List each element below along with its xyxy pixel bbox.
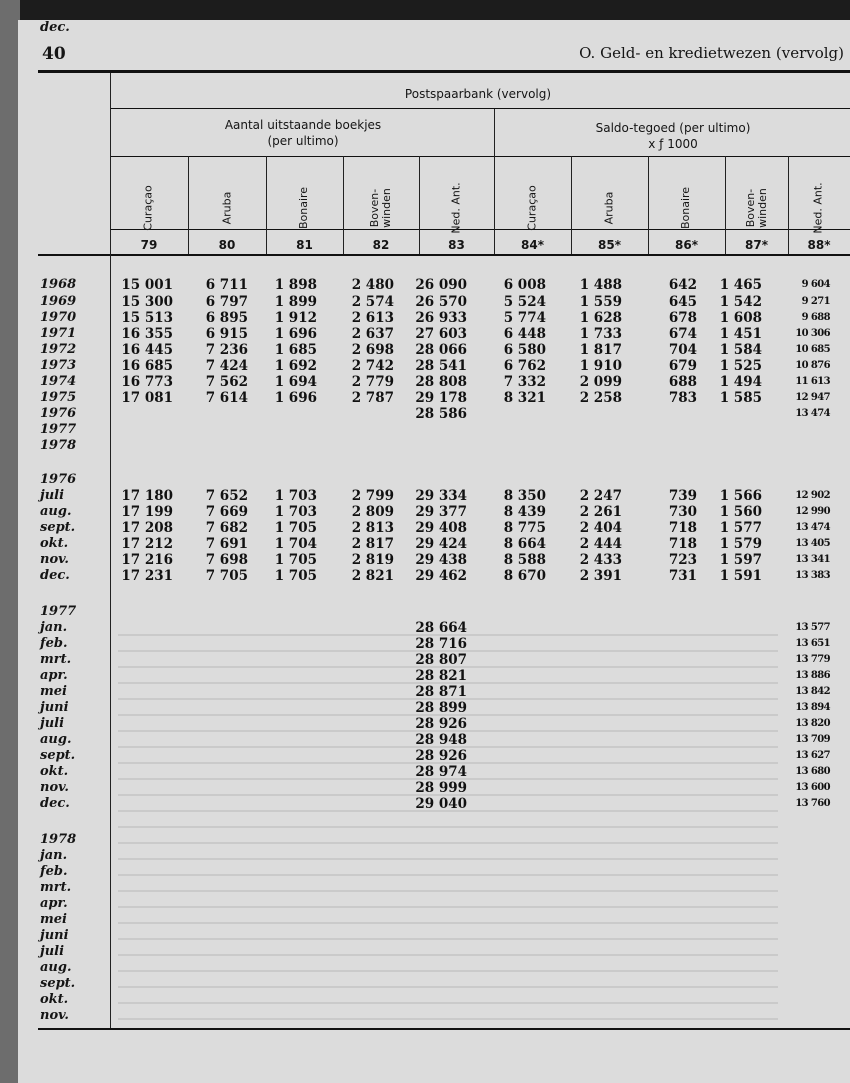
table-cell: 16 773 <box>121 374 173 390</box>
table-cell: 718 <box>668 536 697 552</box>
table-cell: 29 408 <box>415 520 467 536</box>
table-cell: 7 682 <box>205 520 248 536</box>
table-cell: 688 <box>668 374 697 390</box>
column-divider <box>494 156 495 254</box>
table-cell: 28 821 <box>415 668 467 684</box>
table-cell: 1 685 <box>274 342 317 358</box>
table-cell: 2 742 <box>351 358 394 374</box>
table-cell: 1 559 <box>579 294 622 310</box>
table-cell: 1 703 <box>274 488 317 504</box>
column-divider <box>266 156 267 254</box>
table-cell: 1 579 <box>719 536 762 552</box>
column-number: 85* <box>598 238 621 252</box>
rule-under-column-numbers <box>38 254 850 256</box>
row-label: okt. <box>40 536 69 551</box>
table-cell: 13 577 <box>795 622 830 633</box>
column-header-label: Curaçao <box>142 185 155 231</box>
table-cell: 29 462 <box>415 568 467 584</box>
table-cell: 29 178 <box>415 390 467 406</box>
table-cell: 1 628 <box>579 310 622 326</box>
row-label: 1971 <box>40 326 77 341</box>
table-cell: 2 698 <box>351 342 394 358</box>
table-cell: 12 990 <box>795 506 830 517</box>
column-header-1 <box>110 170 188 246</box>
table-cell: 7 562 <box>205 374 248 390</box>
column-header-6 <box>494 170 571 246</box>
table-cell: 1 525 <box>719 358 762 374</box>
column-divider <box>188 156 189 254</box>
table-cell: 11 613 <box>795 376 830 387</box>
table-cell: 13 627 <box>795 750 830 761</box>
table-cell: 1 910 <box>579 358 622 374</box>
column-header-label: Boven- winden <box>368 188 393 228</box>
row-label: nov. <box>40 1008 69 1023</box>
table-cell: 1 703 <box>274 504 317 520</box>
table-cell: 29 334 <box>415 488 467 504</box>
table-cell: 5 774 <box>503 310 546 326</box>
group-title-boekjes: Aantal uitstaande boekjes (per ultimo) <box>224 118 382 148</box>
group-title-saldo: Saldo-tegoed (per ultimo) x ƒ 1000 <box>595 121 751 151</box>
row-label: mei <box>40 912 67 927</box>
table-cell: 16 355 <box>121 326 173 342</box>
column-header-label: Aruba <box>602 191 616 225</box>
row-label: 1974 <box>40 374 77 389</box>
column-header-label: Bonaire <box>679 186 693 230</box>
row-label: aug. <box>40 504 72 519</box>
table-cell: 8 670 <box>503 568 546 584</box>
row-label: 1976 <box>40 406 77 421</box>
table-cell: 16 685 <box>121 358 173 374</box>
column-number: 81 <box>296 238 313 252</box>
table-cell: 679 <box>668 358 697 374</box>
row-label: 1968 <box>40 277 77 292</box>
table-cell: 28 541 <box>415 358 467 374</box>
table-cell: 13 709 <box>795 734 830 745</box>
column-header-label: Boven- winden <box>743 188 769 228</box>
row-label: 1977 <box>40 422 77 437</box>
table-cell: 28 974 <box>415 764 467 780</box>
table-cell: 13 341 <box>795 554 830 565</box>
table-cell: 13 842 <box>795 686 830 697</box>
table-cell: 15 513 <box>121 310 173 326</box>
table-cell: 723 <box>668 552 697 568</box>
table-cell: 2 613 <box>351 310 394 326</box>
table-cell: 13 680 <box>795 766 830 777</box>
table-cell: 2 247 <box>579 488 622 504</box>
table-cell: 17 180 <box>121 488 173 504</box>
table-cell: 1 733 <box>579 326 622 342</box>
column-number: 83 <box>448 238 465 252</box>
table-cell: 2 433 <box>579 552 622 568</box>
row-label: feb. <box>40 864 68 879</box>
column-number: 86* <box>675 238 698 252</box>
column-number: 79 <box>140 238 158 252</box>
table-cell: 1 696 <box>274 326 317 342</box>
column-divider <box>571 156 572 254</box>
table-cell: 9 688 <box>801 312 830 323</box>
table-cell: 739 <box>668 488 697 504</box>
table-cell: 1 584 <box>719 342 762 358</box>
column-header-label: Aruba <box>220 191 233 225</box>
table-cell: 1 912 <box>274 310 317 326</box>
column-divider <box>419 156 420 254</box>
row-label: juni <box>40 700 69 715</box>
table-cell: 15 001 <box>121 277 173 293</box>
column-header-label: Curaçao <box>525 185 539 231</box>
table-cell: 6 711 <box>205 277 248 293</box>
table-cell: 10 876 <box>795 360 830 371</box>
column-header-2 <box>188 170 266 246</box>
table-cell: 13 820 <box>795 718 830 729</box>
column-number: 82 <box>372 238 390 252</box>
table-cell: 13 600 <box>795 782 830 793</box>
table-cell: 2 637 <box>351 326 394 342</box>
column-header-label: Ned. Ant. <box>449 182 463 234</box>
table-cell: 2 799 <box>351 488 394 504</box>
table-cell: 28 716 <box>415 636 467 652</box>
table-cell: 1 705 <box>274 520 317 536</box>
row-label: jan. <box>40 848 68 863</box>
row-label: aug. <box>40 732 72 747</box>
table-cell: 13 886 <box>795 670 830 681</box>
table-cell: 12 902 <box>795 490 830 501</box>
table-cell: 28 586 <box>415 406 467 422</box>
table-cell: 6 915 <box>205 326 248 342</box>
table-cell: 730 <box>668 504 697 520</box>
scan-top-edge <box>0 0 850 22</box>
table-cell: 29 377 <box>415 504 467 520</box>
table-cell: 2 819 <box>351 552 394 568</box>
row-label: okt. <box>40 764 69 779</box>
table-cell: 13 474 <box>795 522 830 533</box>
column-divider <box>725 156 726 254</box>
row-label: juli <box>40 716 65 731</box>
table-cell: 7 652 <box>205 488 248 504</box>
table-cell: 28 871 <box>415 684 467 700</box>
table-cell: 1 696 <box>274 390 317 406</box>
table-cell: 17 199 <box>121 504 173 520</box>
table-cell: 1 451 <box>719 326 762 342</box>
column-number: 80 <box>218 238 236 252</box>
table-cell: 26 570 <box>415 294 467 310</box>
table-cell: 10 306 <box>795 328 830 339</box>
row-label: juli <box>40 944 65 959</box>
column-divider <box>343 156 344 254</box>
table-cell: 8 588 <box>503 552 546 568</box>
column-header-7 <box>571 170 648 246</box>
column-divider <box>648 156 649 254</box>
row-label: sept. <box>40 976 76 991</box>
main-title: Postspaarbank (vervolg) <box>404 87 552 101</box>
table-cell: 678 <box>668 310 697 326</box>
column-header-5 <box>419 170 494 246</box>
table-cell: 1 560 <box>719 504 762 520</box>
table-cell: 7 424 <box>205 358 248 374</box>
table-cell: 27 603 <box>415 326 467 342</box>
row-label: apr. <box>40 896 68 911</box>
table-cell: 2 444 <box>579 536 622 552</box>
table-cell: 2 813 <box>351 520 394 536</box>
row-label: 1976 <box>40 472 77 487</box>
column-header-9 <box>725 170 788 246</box>
table-cell: 26 933 <box>415 310 467 326</box>
table-cell: 2 817 <box>351 536 394 552</box>
table-cell: 16 445 <box>121 342 173 358</box>
table-cell: 1 898 <box>274 277 317 293</box>
table-cell: 1 585 <box>719 390 762 406</box>
table-cell: 6 580 <box>503 342 546 358</box>
row-label: dec. <box>40 568 70 583</box>
table-cell: 2 404 <box>579 520 622 536</box>
table-cell: 28 999 <box>415 780 467 796</box>
running-title: O. Geld- en kredietwezen (vervolg) <box>579 44 844 62</box>
table-cell: 2 258 <box>579 390 622 406</box>
column-divider <box>788 156 789 254</box>
table-cell: 28 808 <box>415 374 467 390</box>
table-cell: 2 821 <box>351 568 394 584</box>
table-cell: 7 332 <box>503 374 546 390</box>
table-cell: 7 669 <box>205 504 248 520</box>
table-cell: 28 948 <box>415 732 467 748</box>
row-label: 1978 <box>40 438 77 453</box>
table-cell: 7 691 <box>205 536 248 552</box>
table-cell: 2 809 <box>351 504 394 520</box>
table-cell: 28 066 <box>415 342 467 358</box>
row-label: sept. <box>40 520 76 535</box>
row-label: 1973 <box>40 358 77 373</box>
table-cell: 1 704 <box>274 536 317 552</box>
table-cell: 642 <box>668 277 697 293</box>
row-label: apr. <box>40 668 68 683</box>
row-label: sept. <box>40 748 76 763</box>
table-cell: 28 807 <box>415 652 467 668</box>
row-label: jan. <box>40 620 68 635</box>
table-cell: 8 439 <box>503 504 546 520</box>
row-label: 1977 <box>40 604 77 619</box>
column-header-label: Bonaire <box>297 186 311 230</box>
table-cell: 2 391 <box>579 568 622 584</box>
row-label: mrt. <box>40 652 72 667</box>
table-cell: 17 208 <box>121 520 173 536</box>
table-cell: 13 760 <box>795 798 830 809</box>
rule-under-group-titles <box>110 156 850 157</box>
top-rule <box>38 70 850 73</box>
table-cell: 6 448 <box>503 326 546 342</box>
table-cell: 2 099 <box>579 374 622 390</box>
table-cell: 8 775 <box>503 520 546 536</box>
row-label: 1972 <box>40 342 77 357</box>
table-cell: 28 664 <box>415 620 467 636</box>
page-number: 40 <box>42 44 66 64</box>
table-cell: 704 <box>668 342 697 358</box>
table-cell: 1 899 <box>274 294 317 310</box>
table-cell: 28 926 <box>415 716 467 732</box>
table-cell: 6 008 <box>503 277 546 293</box>
rule-under-main-title <box>110 108 850 109</box>
column-number: 88* <box>807 238 831 252</box>
table-cell: 13 894 <box>795 702 830 713</box>
table-cell: 1 817 <box>579 342 622 358</box>
table-cell: 1 494 <box>719 374 762 390</box>
table-cell: 6 797 <box>205 294 248 310</box>
table-cell: 7 236 <box>205 342 248 358</box>
table-cell: 674 <box>668 326 697 342</box>
column-header-8 <box>648 170 725 246</box>
table-cell: 29 040 <box>415 796 467 812</box>
scan-left-edge <box>0 0 20 1083</box>
table-cell: 29 424 <box>415 536 467 552</box>
table-cell: 9 604 <box>801 279 830 290</box>
table-cell: 15 300 <box>121 294 173 310</box>
row-label: 1970 <box>40 310 77 325</box>
table-cell: 2 574 <box>351 294 394 310</box>
document-page <box>18 20 850 1083</box>
table-cell: 731 <box>668 568 697 584</box>
table-cell: 645 <box>668 294 697 310</box>
column-header-10 <box>788 170 850 246</box>
table-cell: 28 926 <box>415 748 467 764</box>
column-header-label: Ned. Ant. <box>812 182 825 234</box>
table-cell: 8 350 <box>503 488 546 504</box>
bottom-rule <box>38 1028 850 1030</box>
table-cell: 8 664 <box>503 536 546 552</box>
table-cell: 1 597 <box>719 552 762 568</box>
table-cell: 8 321 <box>503 390 546 406</box>
table-cell: 7 705 <box>205 568 248 584</box>
table-cell: 2 779 <box>351 374 394 390</box>
table-cell: 26 090 <box>415 277 467 293</box>
table-cell: 17 212 <box>121 536 173 552</box>
table-cell: 2 261 <box>579 504 622 520</box>
table-cell: 13 383 <box>795 570 830 581</box>
table-cell: 783 <box>668 390 697 406</box>
column-number: 87* <box>745 238 768 252</box>
table-cell: 28 899 <box>415 700 467 716</box>
table-cell: 6 895 <box>205 310 248 326</box>
table-cell: 1 692 <box>274 358 317 374</box>
table-cell: 1 577 <box>719 520 762 536</box>
table-cell: 1 591 <box>719 568 762 584</box>
table-cell: 7 614 <box>205 390 248 406</box>
row-label: okt. <box>40 992 69 1007</box>
table-cell: 6 762 <box>503 358 546 374</box>
table-cell: 29 438 <box>415 552 467 568</box>
table-cell: 1 608 <box>719 310 762 326</box>
column-header-4 <box>343 170 419 246</box>
table-cell: 17 081 <box>121 390 173 406</box>
table-cell: 13 405 <box>795 538 830 549</box>
table-cell: 1 566 <box>719 488 762 504</box>
table-cell: 13 474 <box>795 408 830 419</box>
table-cell: 13 779 <box>795 654 830 665</box>
table-cell: 1 694 <box>274 374 317 390</box>
row-label: nov. <box>40 780 69 795</box>
table-cell: 17 231 <box>121 568 173 584</box>
table-cell: 1 542 <box>719 294 762 310</box>
row-label: aug. <box>40 960 72 975</box>
row-label: juli <box>40 488 65 503</box>
table-cell: 2 787 <box>351 390 394 406</box>
row-label: nov. <box>40 552 69 567</box>
row-label: juni <box>40 928 69 943</box>
table-cell: 5 524 <box>503 294 546 310</box>
row-label: dec. <box>40 796 70 811</box>
column-header-3 <box>266 170 343 246</box>
table-cell: 7 698 <box>205 552 248 568</box>
row-label: dec. <box>40 20 70 35</box>
table-cell: 718 <box>668 520 697 536</box>
row-label: mrt. <box>40 880 72 895</box>
table-cell: 13 651 <box>795 638 830 649</box>
table-cell: 10 685 <box>795 344 830 355</box>
row-label: 1969 <box>40 294 77 309</box>
column-number: 84* <box>521 238 544 252</box>
table-cell: 9 271 <box>801 296 830 307</box>
row-label: mei <box>40 684 67 699</box>
table-cell: 1 705 <box>274 552 317 568</box>
row-label: 1978 <box>40 832 77 847</box>
table-cell: 2 480 <box>351 277 394 293</box>
row-label: 1975 <box>40 390 77 405</box>
row-label: feb. <box>40 636 68 651</box>
table-cell: 1 705 <box>274 568 317 584</box>
table-cell: 1 465 <box>719 277 762 293</box>
table-cell: 1 488 <box>579 277 622 293</box>
table-cell: 17 216 <box>121 552 173 568</box>
table-cell: 12 947 <box>795 392 830 403</box>
